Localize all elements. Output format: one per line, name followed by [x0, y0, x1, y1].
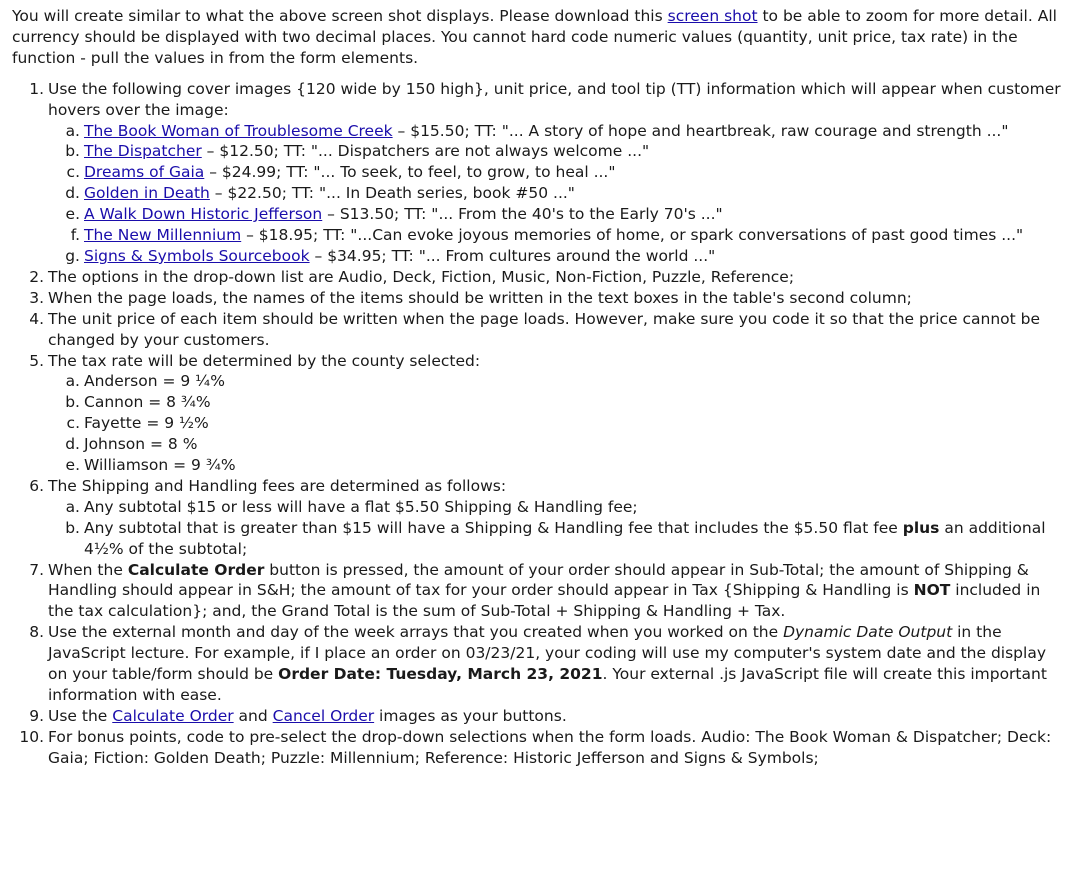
list-letter: g.	[65, 246, 80, 265]
requirement-text: Use the external month and day of the week arrays that you created when you worked on the	[48, 623, 784, 642]
book-details: – $18.95; TT: "...Can evoke joyous memories of home, or spark conversations of past good times ..."	[241, 226, 1024, 245]
list-number: 8.	[29, 623, 44, 642]
requirement-7	[29, 560, 1067, 623]
list-number: 3.	[29, 288, 44, 307]
requirement-text: The unit price of each item should be written when the page loads. However, make sure you code it so that the price cannot be changed by your customers.	[48, 309, 1041, 349]
list-letter: c.	[66, 414, 80, 433]
requirement-text: When the page loads, the names of the items should be written in the text boxes in the table's second column;	[48, 288, 912, 307]
requirement-1	[29, 79, 1067, 267]
book-link-dreams-of-gaia[interactable]: Dreams of Gaia	[84, 163, 205, 182]
requirement-text: Use the following cover images {120 wide by 150 high}, unit price, and tool tip (TT) information which will appear when customer hovers over the image:	[48, 79, 1061, 119]
county-item	[66, 413, 1067, 434]
lecture-title: Dynamic Date Output	[783, 623, 953, 642]
requirement-8	[29, 622, 1067, 706]
list-letter: a.	[65, 497, 80, 516]
county-item	[65, 392, 1067, 413]
requirement-text: images as your buttons.	[374, 706, 567, 725]
book-item	[70, 225, 1067, 246]
book-details: – $12.50; TT: "... Dispatchers are not always welcome ..."	[201, 142, 650, 161]
list-letter: e.	[65, 456, 80, 475]
list-letter: c.	[66, 163, 80, 182]
requirement-text: The Shipping and Handling fees are determined as follows:	[48, 476, 507, 495]
requirement-text: . Your external .js JavaScript file will create this important information with ease.	[48, 665, 1047, 704]
county-rate: Williamson = 9 ¾%	[84, 456, 236, 475]
book-item	[65, 141, 1067, 162]
list-letter: a.	[65, 121, 80, 140]
requirement-text: included in the tax calculation}; and, the Grand Total is the sum of Sub-Total + Shipping & Handling + Tax.	[48, 581, 1041, 621]
book-item	[65, 204, 1067, 225]
book-link-dispatcher[interactable]: The Dispatcher	[84, 142, 202, 161]
requirement-2	[29, 267, 1067, 288]
requirements-list	[19, 79, 1067, 769]
book-link-signs-symbols[interactable]: Signs & Symbols Sourcebook	[84, 246, 310, 265]
shipping-rule-text: an additional 4½% of the subtotal;	[84, 518, 1046, 558]
shipping-rule	[65, 497, 1067, 518]
list-number: 2.	[29, 267, 44, 286]
list-letter: a.	[65, 372, 80, 391]
requirement-text: For bonus points, code to pre-select the drop-down selections when the form loads. Audio: The Book Woman & Dispatcher; Deck: Gaia; Fiction: Golden Death; Puzzle: Millennium; Reference: Historic Jefferson and Signs & Symbols;	[48, 727, 1052, 767]
requirement-text: button is pressed, the amount of your order should appear in Sub-Total; the amount of Shipping & Handling should appear in S&H; the amount of tax for your order should appear in Tax {Shipping & Handling is	[48, 560, 1029, 600]
book-link-troublesome-creek[interactable]: The Book Woman of Troublesome Creek	[84, 121, 393, 140]
calculate-order-link[interactable]: Calculate Order	[112, 706, 234, 725]
requirement-text: and	[233, 706, 273, 725]
requirement-text: When the	[48, 560, 128, 579]
county-list	[65, 371, 1067, 476]
requirement-9	[29, 706, 1067, 727]
intro-paragraph	[12, 6, 1067, 69]
shipping-rule-text: Any subtotal $15 or less will have a flat $5.50 Shipping & Handling fee;	[84, 497, 638, 516]
requirement-4	[29, 309, 1067, 351]
requirement-text: The options in the drop-down list are Audio, Deck, Fiction, Music, Non-Fiction, Puzzle, Reference;	[48, 267, 795, 286]
book-details: – $24.99; TT: "... To seek, to feel, to grow, to heal ..."	[204, 163, 616, 182]
list-number: 7.	[29, 560, 44, 579]
list-letter: b.	[65, 393, 80, 412]
book-item	[65, 246, 1067, 267]
book-item	[66, 162, 1067, 183]
county-rate: Johnson = 8 %	[84, 435, 198, 454]
list-number: 6.	[29, 476, 44, 495]
county-rate: Fayette = 9 ½%	[84, 414, 209, 433]
list-letter: d.	[65, 435, 80, 454]
requirement-5	[29, 351, 1067, 476]
county-item	[65, 371, 1067, 392]
requirement-text: in the JavaScript lecture. For example, if I place an order on 03/23/21, your coding will use my computer's system date and the display on your table/form should be	[48, 623, 1047, 684]
requirement-text: Use the	[48, 706, 113, 725]
intro-text-1: You will create similar to what the above screen shot displays. Please download this	[12, 7, 668, 25]
list-letter: d.	[65, 184, 80, 203]
book-item	[65, 183, 1067, 204]
book-item	[65, 121, 1067, 142]
list-number: 10.	[19, 727, 44, 746]
screen-shot-link[interactable]: screen shot	[667, 7, 758, 25]
shipping-rules-list	[65, 497, 1067, 560]
book-details: – $34.95; TT: "... From cultures around the world ..."	[309, 246, 716, 265]
county-item	[65, 455, 1067, 476]
list-number: 9.	[29, 706, 44, 725]
requirement-10	[19, 727, 1067, 769]
county-rate: Anderson = 9 ¼%	[84, 372, 225, 391]
requirement-6	[29, 476, 1067, 560]
shipping-rule-text: Any subtotal that is greater than $15 will have a Shipping & Handling fee that includes the $5.50 flat fee	[84, 518, 903, 537]
order-date-example: Order Date: Tuesday, March 23, 2021	[278, 665, 603, 684]
county-item	[65, 434, 1067, 455]
requirement-text: The tax rate will be determined by the county selected:	[48, 351, 481, 370]
book-link-historic-jefferson[interactable]: A Walk Down Historic Jefferson	[84, 205, 323, 224]
book-list	[65, 121, 1067, 267]
list-number: 4.	[29, 309, 44, 328]
book-link-golden-in-death[interactable]: Golden in Death	[84, 184, 210, 203]
shipping-rule	[65, 518, 1067, 560]
intro-text-2: to be able to zoom for more detail. All currency should be displayed with two decimal places. You cannot hard code numeric values (quantity, unit price, tax rate) in the function - pull the values in from the form elements.	[12, 7, 1057, 67]
book-details: – S13.50; TT: "... From the 40's to the Early 70's ..."	[322, 205, 723, 224]
calculate-order-emphasis: Calculate Order	[127, 560, 265, 579]
book-details: – $15.50; TT: "... A story of hope and heartbreak, raw courage and strength ..."	[392, 121, 1009, 140]
list-letter: b.	[65, 518, 80, 537]
book-details: – $22.50; TT: "... In Death series, book #50 ..."	[209, 184, 575, 203]
emphasis-plus: plus	[902, 518, 940, 537]
list-number: 1.	[29, 79, 44, 98]
not-emphasis: NOT	[913, 581, 951, 600]
county-rate: Cannon = 8 ¾%	[84, 393, 211, 412]
cancel-order-link[interactable]: Cancel Order	[272, 706, 375, 725]
list-letter: b.	[65, 142, 80, 161]
list-letter: f.	[70, 226, 80, 245]
book-link-new-millennium[interactable]: The New Millennium	[84, 226, 242, 245]
list-letter: e.	[65, 205, 80, 224]
list-number: 5.	[29, 351, 44, 370]
requirement-3	[29, 288, 1067, 309]
